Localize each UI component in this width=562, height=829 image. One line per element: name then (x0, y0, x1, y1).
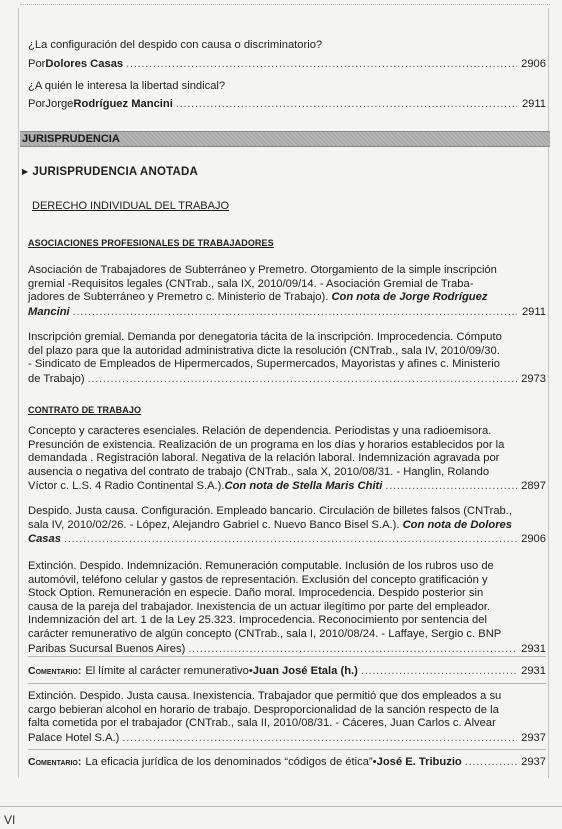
entry-line: Presunción de existencia. Realización de un programa en los días y horarios establecidos por la (28, 438, 505, 451)
entry-relacion-dependencia[interactable] (28, 425, 546, 493)
item-2-author: Rodríguez Mancini (73, 98, 173, 110)
comment-title: La eficacia jurídica de los denominados “códigos de ética” (85, 756, 373, 768)
entry-note: Con nota de Jorge Rodríguez (331, 291, 488, 304)
item-2-question: ¿A quién le interesa la libertad sindical? (28, 80, 226, 92)
entry-note-end: Mancini (28, 305, 70, 318)
leader-dots (188, 642, 517, 656)
entry-asociacion-subterraneo[interactable] (28, 264, 546, 319)
item-1-author-row[interactable] (28, 57, 546, 71)
entry-last-line (28, 372, 546, 386)
entry-line: automóvil, teléfono celular y gastos de representación. Exclusión del concepto gratificación y (28, 573, 488, 586)
entry-text-end: Palace Hotel S.A.) (28, 731, 120, 744)
section-bar-jurisprudencia: JURISPRUDENCIA (20, 131, 550, 147)
item-1-author: Dolores Casas (45, 58, 124, 70)
divider (28, 683, 546, 684)
entry-line: demandada . Registración laboral. Negativa de la relación laboral. Indemnización agravada por (28, 452, 500, 465)
triangle-bullet-icon: ▶ (22, 167, 29, 176)
item-1-author-prefix: Por (28, 58, 46, 70)
leader-dots (88, 372, 517, 386)
entry-page: 2911 (521, 305, 546, 318)
leader-dots (385, 479, 517, 493)
entry-line: del plazo para que la autoridad administrativa dicte la resolución (CNTrab., sala IV, 2010/09/30. (28, 344, 500, 357)
entry-empleado-bancario[interactable] (28, 505, 546, 546)
leader-dots (64, 532, 517, 546)
page-number: VI (4, 813, 16, 827)
entry-line: Indemnización del art. 1 de la Ley 25.323. Improcedencia. Reconocimiento por sentencia del (28, 614, 487, 627)
entry-line (28, 519, 546, 533)
entry-inscripcion-gremial[interactable] (28, 331, 546, 386)
entry-line: Concepto y caracteres esenciales. Relación de dependencia. Periodistas y una radioemisora. (28, 425, 492, 437)
footer-rule (0, 806, 562, 807)
entry-last-line (28, 305, 546, 319)
entry-page: 2897 (521, 480, 546, 493)
entry-indemnizacion-remuneracion[interactable] (28, 560, 546, 656)
entry-note: Con nota de Dolores (402, 518, 512, 531)
entry-despido-alcohol[interactable] (28, 690, 546, 745)
leader-dots (361, 664, 517, 678)
comment-label: Comentario: (28, 756, 82, 768)
item-2-author-prefix: PorJorge (28, 98, 74, 110)
entry-last-line (28, 479, 546, 493)
leader-dots (122, 731, 517, 745)
entry-page: 2906 (521, 533, 546, 546)
entry-text-end: Víctor c. L.S. 4 Radio Continental S.A.). (28, 480, 225, 493)
entry-text: jadores de Subterráneo y Premetro c. Ministerio de Trabajo). (28, 291, 332, 304)
leader-dots (176, 97, 517, 111)
entry-last-line (28, 642, 546, 656)
comment-page: 2931 (521, 665, 546, 677)
left-frame-rule (18, 8, 19, 778)
item-2-page: 2911 (521, 98, 546, 110)
entry-line: Despido. Justa causa. Configuración. Empleado bancario. Circulación de billetes falsos (CNTrab., (28, 505, 512, 517)
comment-bullet: • (372, 756, 377, 768)
comment-author: Juan José Etala (h.) (252, 665, 358, 677)
comment-codigos-etica[interactable] (28, 755, 546, 769)
subsection-heading[interactable] (22, 166, 198, 178)
entry-line: carácter remunerativo de algún concepto (CNTrab., sala I, 2010/08/24. - Laffaye, Sergio c. BNP (28, 627, 502, 640)
subsection-title: JURISPRUDENCIA ANOTADA (32, 166, 198, 178)
entry-text-end: Paribas Sucursal Buenos Aires) (28, 642, 186, 655)
divider (28, 656, 546, 657)
entry-line: causa de la pareja del trabajador. Inexistencia de un actuar ilegítimo por parte del empleador. (28, 600, 491, 613)
comment-page: 2937 (521, 756, 546, 768)
entry-line: falta cometida por el trabajador (CNTrab., sala II, 2010/08/31. - Cáceres, Juan Carlos c. Alvear (28, 717, 496, 730)
top-rule (20, 4, 550, 9)
comment-bullet: • (248, 665, 253, 677)
entry-line: Asociación de Trabajadores de Subterráneo y Premetro. Otorgamiento de la simple inscripción (28, 264, 497, 276)
entry-line: gremial -Requisitos legales (CNTrab., sala IX, 2010/09/14. - Asociación Gremial de Traba- (28, 277, 474, 290)
comment-label: Comentario: (28, 665, 82, 677)
entry-page: 2931 (521, 642, 546, 655)
comment-title: El límite al carácter remunerativo (85, 665, 249, 677)
comment-limite-remunerativo[interactable] (28, 664, 546, 678)
entry-note-end: Casas (28, 533, 61, 546)
entry-page: 2973 (521, 372, 546, 385)
item-1-page: 2906 (521, 58, 546, 70)
category-contrato: CONTRATO DE TRABAJO (28, 405, 142, 415)
entry-text: sala IV, 2010/02/26. - López, Alejandro Gabriel c. Nuevo Banco Bisel S.A.). (28, 518, 403, 531)
entry-text-end: de Trabajo) (28, 372, 85, 385)
leader-dots (126, 57, 517, 71)
leader-dots (465, 755, 517, 769)
comment-author: José E. Tribuzio (376, 756, 462, 768)
entry-line (28, 291, 546, 305)
entry-last-line (28, 731, 546, 745)
entry-line: Stock Option. Remuneración en especie. Daño moral. Improcedencia. Despido posterior sin (28, 587, 484, 600)
entry-line: ausencia o negativa del contrato de trabajo (CNTrab., sala X, 2010/08/31. - Hanglin, Rolando (28, 465, 490, 478)
item-1-question: ¿La configuración del despido con causa o discriminatorio? (28, 39, 323, 51)
category-asociaciones: ASOCIACIONES PROFESIONALES DE TRABAJADORES (28, 238, 274, 248)
item-2-author-row[interactable] (28, 97, 546, 111)
entry-note: Con nota de Stella Maris Chiti (224, 480, 383, 493)
entry-last-line (28, 532, 546, 546)
leader-dots (73, 305, 517, 319)
divider (28, 749, 546, 750)
right-frame-rule (548, 8, 549, 778)
entry-line: - Sindicato de Empleados de Hipermercados, Supermercados, Mayoristas y afines c. Ministerio (28, 358, 500, 371)
entry-line: Extinción. Despido. Indemnización. Remuneración computable. Inclusión de los rubros uso de (28, 560, 494, 572)
entry-line: cargo bebieran alcohol en horario de trabajo. Desproporcionalidad de la sanción respecto de la (28, 703, 499, 716)
entry-line: Extinción. Despido. Justa causa. Inexistencia. Trabajador que permitió que dos empleados a su (28, 690, 502, 702)
entry-line: Inscripción gremial. Demanda por denegatoria tácita de la inscripción. Improcedencia. Cómputo (28, 331, 502, 343)
entry-page: 2937 (521, 731, 546, 744)
subheading-derecho-individual: DERECHO INDIVIDUAL DEL TRABAJO (32, 200, 230, 212)
